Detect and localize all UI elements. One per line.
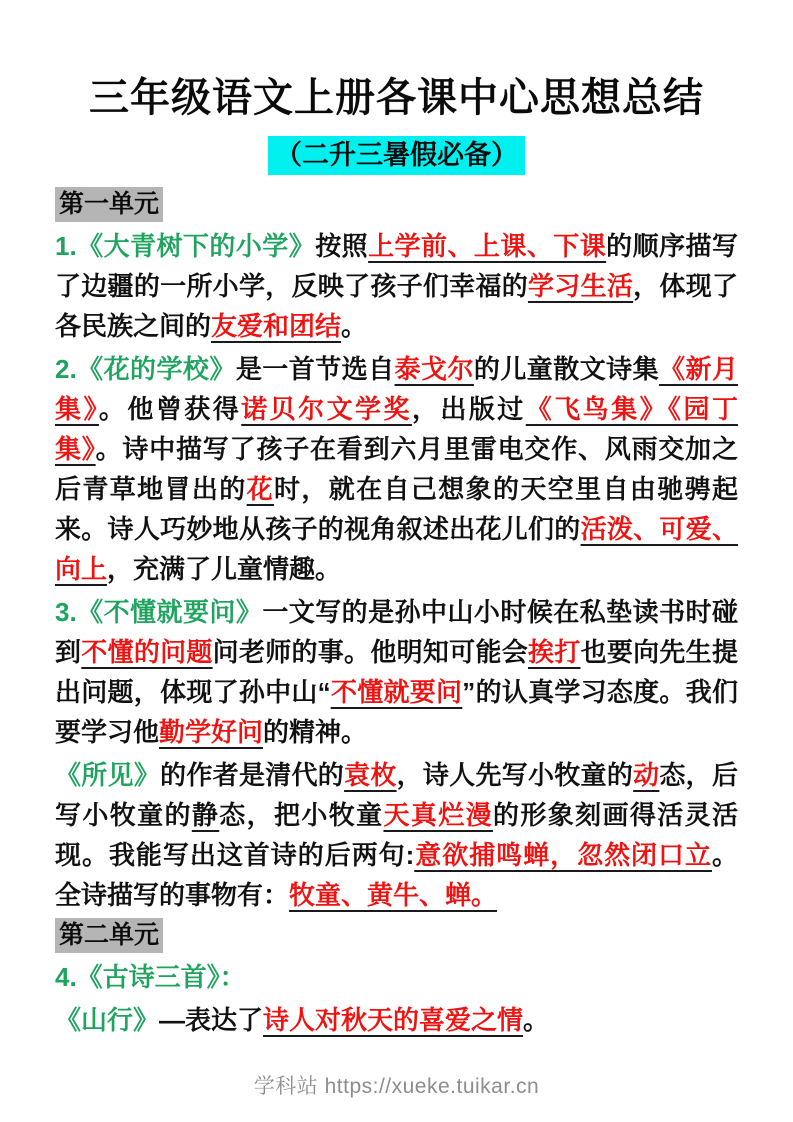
text-segment-red-underline: 动 xyxy=(633,760,660,790)
text-segment-plain: ，出版过 xyxy=(411,394,526,424)
text-segment-plain: 的作者是清代的 xyxy=(160,760,345,790)
text-segment-red-underline: 不懂就要问 xyxy=(330,677,463,707)
section-heading: 第一单元 xyxy=(55,187,163,222)
paragraph xyxy=(55,226,738,346)
text-segment-plain: 。 xyxy=(523,1005,550,1035)
text-segment-plain: 态，后写小牧童的 xyxy=(55,760,738,830)
text-segment-plain: 也要向先生提出问题，体现了孙中山“ xyxy=(55,637,738,707)
text-segment-plain: 。诗中描写了孩子在看到六月里雷电交作、风雨交加之后青草地冒出的 xyxy=(55,434,738,504)
section-heading-row xyxy=(55,918,738,953)
paragraph xyxy=(55,349,738,589)
subtitle-highlight: （二升三暑假必备） xyxy=(268,136,525,175)
text-segment-green: 《所见》 xyxy=(55,760,161,790)
text-segment-red-underline: 《新月集》 xyxy=(55,354,738,424)
text-segment-red-underline: 诺贝尔文学奖 xyxy=(241,394,412,424)
section-heading: 第二单元 xyxy=(55,918,163,953)
text-segment-plain: 时，就在自己想象的天空里自由驰骋起来。诗人巧妙地从孩子的视角叙述出花儿们的 xyxy=(55,474,738,544)
page-title: 三年级语文上册各课中心思想总结 xyxy=(89,76,704,120)
text-segment-red-underline: 挨打 xyxy=(528,637,581,667)
text-segment-red-underline: 天真烂漫 xyxy=(383,800,493,830)
text-segment-green: 《山行》 xyxy=(55,1005,160,1035)
text-segment-red-underline: 泰戈尔 xyxy=(394,354,474,384)
subtitle-row xyxy=(55,136,738,175)
text-segment-red-underline: 诗人对秋天的喜爱之情 xyxy=(263,1005,524,1035)
text-segment-green: 2.《花的学校》 xyxy=(55,354,236,384)
paragraph xyxy=(55,1000,738,1040)
text-segment-red-underline: 不懂的问题 xyxy=(81,637,213,667)
text-segment-underline: 静 xyxy=(191,800,220,830)
watermark-footer: 学科站 https://xueke.tuikar.cn xyxy=(253,1075,540,1098)
text-segment-plain: 的顺序描写了边疆的一所小学，反映了孩子们幸福的 xyxy=(55,231,738,301)
content xyxy=(55,187,738,1040)
text-segment-plain: 一文写的是孙中山小时候在私垫读书时碰到 xyxy=(55,597,738,667)
text-segment-plain: 问老师的事。他明知可能会 xyxy=(212,637,528,667)
text-segment-red-underline: 活泼、可爱、向上 xyxy=(55,514,738,584)
text-segment-plain: ，诗人先写小牧童的 xyxy=(396,760,634,790)
text-segment-plain: 的儿童散文诗集 xyxy=(473,354,660,384)
text-segment-green: 1.《大青树下的小学》 xyxy=(55,231,316,261)
text-segment-plain: 的精神。 xyxy=(263,717,368,747)
text-segment-green: 4.《古诗三首》： xyxy=(55,962,246,992)
text-segment-plain: 态，把小牧童 xyxy=(219,800,384,830)
text-segment-plain: ”的认真学习态度。我们要学习他 xyxy=(55,677,738,747)
text-segment-plain: 。 xyxy=(341,311,368,341)
text-segment-red-underline: 学习生活 xyxy=(528,271,634,301)
text-segment-plain: 的形象刻画得活灵活现。我能写出这首诗的后两句: xyxy=(55,800,738,870)
text-segment-plain: ，体现了各民族之间的 xyxy=(55,271,738,341)
text-segment-red-underline: 上学前、上课、下课 xyxy=(368,231,607,261)
paragraph xyxy=(55,957,738,997)
text-segment-plain: 是一首节选自 xyxy=(235,354,395,384)
text-segment-plain: 按照 xyxy=(315,231,369,261)
text-segment-plain: ，充满了儿童情趣。 xyxy=(107,554,342,584)
text-segment-plain: —表达了 xyxy=(159,1005,264,1035)
text-segment-red-underline: 牧童、黄牛、蝉。 xyxy=(289,880,498,910)
text-segment-plain: 。他曾获得 xyxy=(98,394,242,424)
text-segment-red-underline: 友爱和团结 xyxy=(211,311,342,341)
text-segment-green: 3.《不懂就要问》 xyxy=(55,597,263,627)
text-segment-red-underline: 袁枚 xyxy=(344,760,397,790)
text-segment-red-underline: 勤学好问 xyxy=(159,717,264,747)
text-segment-red-underline: 意欲捕鸣蝉，忽然闭口立 xyxy=(414,840,712,870)
paragraph xyxy=(55,755,738,915)
text-segment-plain: 。全诗描写的事物有： xyxy=(55,840,738,910)
text-segment-red-underline: 《飞鸟集》《园丁集》 xyxy=(55,394,738,464)
text-segment-red-underline: 花 xyxy=(246,474,274,504)
paragraph xyxy=(55,592,738,752)
section-heading-row xyxy=(55,187,738,222)
